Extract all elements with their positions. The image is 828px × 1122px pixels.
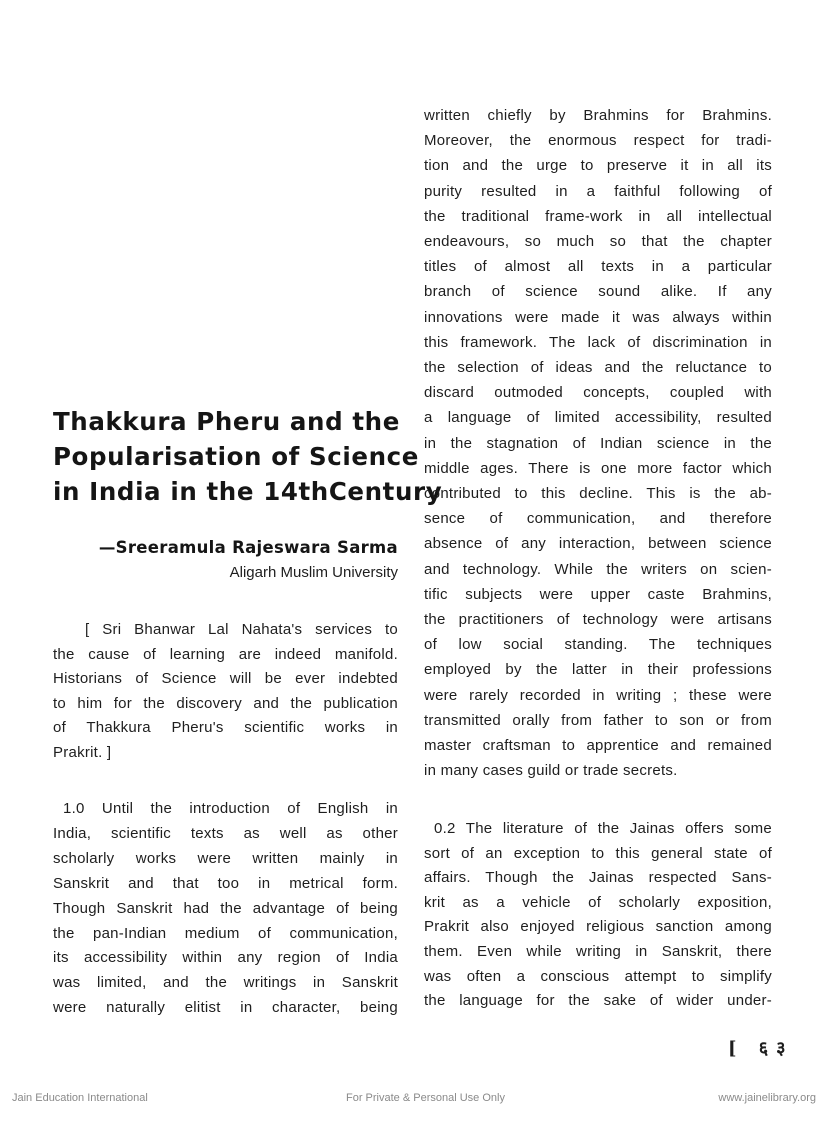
footer-left: Jain Education International [12, 1092, 148, 1104]
title-line: Popularisation of Science [53, 442, 419, 471]
text-line: contributed to this decline. This is the ab- [424, 485, 772, 503]
text-line: this framework. The lack of discrimination in [424, 333, 772, 351]
text-line: tific subjects were upper caste Brahmins, [424, 585, 772, 603]
text-line: branch of science sound alike. If any [424, 283, 772, 301]
text-line: transmitted orally from father to son or from [424, 711, 772, 729]
text-line: was limited, and the writings in Sanskrit [53, 974, 398, 992]
text-line: was often a conscious attempt to simplify [424, 967, 772, 985]
text-line: innovations were made it was always within [424, 308, 772, 326]
text-line: were rarely recorded in writing ; these were [424, 686, 772, 704]
text-line: middle ages. There is one more factor which [424, 459, 772, 477]
text-line: Moreover, the enormous respect for tradi- [424, 132, 772, 150]
intro-note [53, 618, 398, 766]
text-line: written chiefly by Brahmins for Brahmins. [424, 107, 772, 124]
text-line: Prakrit also enjoyed religious sanction among [424, 918, 772, 936]
text-line: Prakrit. ] [53, 743, 112, 761]
text-line: purity resulted in a faithful following of [424, 182, 772, 200]
paragraph-0-2 [424, 817, 772, 1014]
text-line: sence of communication, and therefore [424, 510, 772, 528]
text-line: employed by the latter in their professions [424, 661, 772, 679]
text-line: tion and the urge to preserve it in all its [424, 157, 772, 175]
article-title [53, 404, 443, 509]
paragraph-right-continued [424, 103, 772, 783]
author-affiliation: Aligarh Muslim University [229, 564, 398, 581]
paragraph-1-0 [53, 797, 398, 1021]
text-line: to him for the discovery and the publication [53, 694, 398, 712]
page-number: [ ६३ [728, 1038, 794, 1059]
footer-right[interactable]: www.jainelibrary.org [718, 1092, 816, 1104]
text-line: the pan-Indian medium of communication, [53, 924, 398, 942]
text-line: master craftsman to apprentice and remained [424, 737, 772, 755]
text-line: titles of almost all texts in a particular [424, 258, 772, 276]
text-line: and technology. While the writers on scien- [424, 560, 772, 578]
text-line: Though Sanskrit had the advantage of being [53, 899, 398, 917]
text-line: Historians of Science will be ever indebted [53, 670, 398, 688]
text-line: affairs. Though the Jainas respected Sans- [424, 869, 772, 887]
text-line: its accessibility within any region of India [53, 949, 398, 967]
text-line: in many cases guild or trade secrets. [424, 762, 678, 780]
text-line: discard outmoded concepts, coupled with [424, 384, 772, 402]
author-name: —Sreeramula Rajeswara Sarma [98, 538, 398, 557]
text-line: the cause of learning are indeed manifold. [53, 645, 398, 663]
text-line: a language of limited accessibility, resulted [424, 409, 772, 427]
text-line: 0.2 The literature of the Jainas offers some [434, 820, 772, 837]
text-line: krit as a vehicle of scholarly exposition, [424, 893, 772, 911]
text-line: endeavours, so much so that the chapter [424, 233, 772, 251]
text-line: sort of an exception to this general state of [424, 844, 772, 862]
text-line: 1.0 Until the introduction of English in [63, 800, 398, 817]
title-line: in India in the 14thCentury [53, 477, 443, 506]
text-line: Sanskrit and that too in metrical form. [53, 874, 398, 892]
text-line: of low social standing. The techniques [424, 636, 772, 654]
text-line: were naturally elitist in character, being [53, 999, 398, 1017]
text-line: the practitioners of technology were artisans [424, 611, 772, 629]
text-line: [ Sri Bhanwar Lal Nahata's services to [85, 621, 398, 638]
text-line: the language for the sake of wider under- [424, 992, 772, 1010]
footer-center: For Private & Personal Use Only [346, 1092, 505, 1104]
text-line: scholarly works were written mainly in [53, 849, 398, 867]
text-line: in the stagnation of Indian science in the [424, 434, 772, 452]
title-line: Thakkura Pheru and the [53, 407, 400, 436]
text-line: absence of any interaction, between science [424, 535, 772, 553]
text-line: India, scientific texts as well as other [53, 824, 398, 842]
text-line: the selection of ideas and the reluctance to [424, 359, 772, 377]
text-line: them. Even while writing in Sanskrit, there [424, 942, 772, 960]
text-line: the traditional frame-work in all intellectual [424, 207, 772, 225]
text-line: of Thakkura Pheru's scientific works in [53, 719, 398, 737]
